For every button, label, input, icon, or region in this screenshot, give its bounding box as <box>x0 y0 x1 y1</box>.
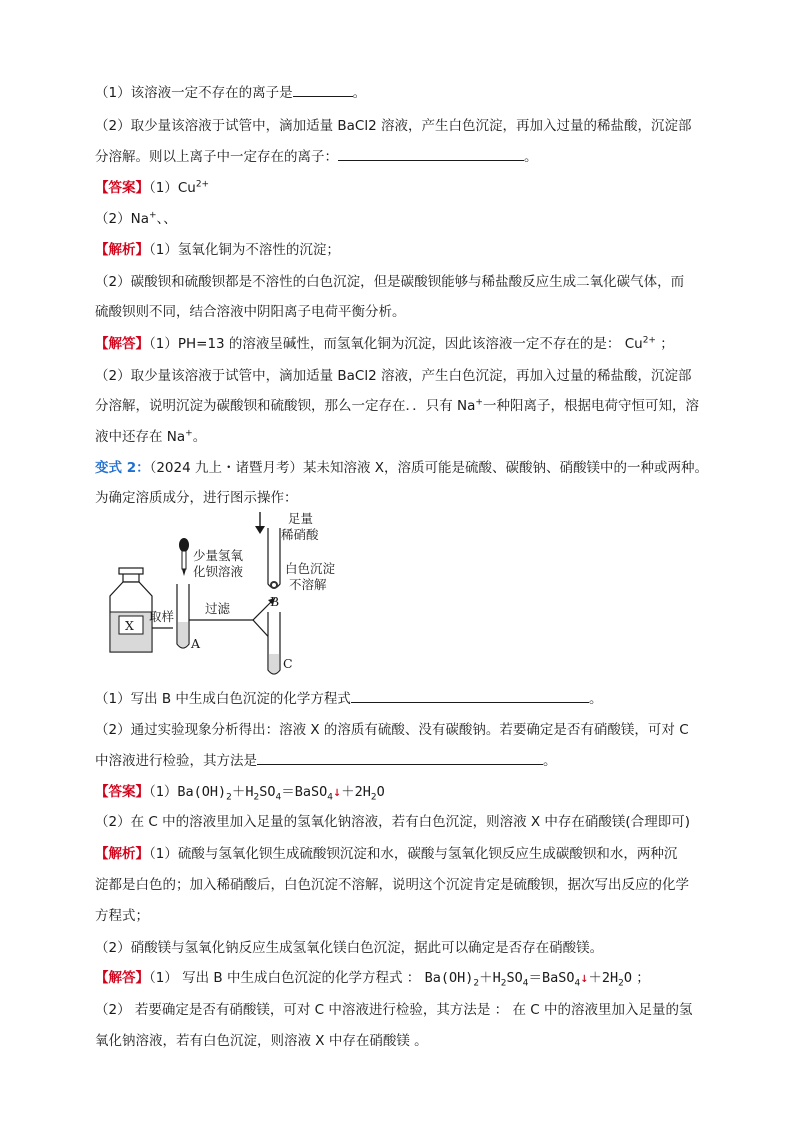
variant-question-2-line2: 中溶液进行检验，其方法是 。 <box>95 750 557 771</box>
answer-blank <box>257 750 543 765</box>
observation-line1: 白色沉淀 <box>285 561 336 576</box>
arrow-down-icon <box>255 526 265 534</box>
reagent-2-line2: 稀硝酸 <box>281 527 319 542</box>
variant-analysis-1-line2: 淀都是白色的；加入稀硝酸后，白色沉淀不溶解，说明这个沉淀肯定是硫酸钡，据次写出反应的化学 <box>95 877 689 893</box>
tube-a-label: A <box>191 636 201 651</box>
variant-2-line1: 变式 2：（2024 九上・诸暨月考）某未知溶液 X，溶质可能是硫酸、碳酸钠、硝酸镁中的一种或两种。 <box>95 460 709 476</box>
variant-solution-2-line1: （2） 若要确定是否有硝酸镁，可对 C 中溶液进行检验，其方法是 ： 在 C 中的溶液里加入足量的氢 <box>95 1002 693 1018</box>
solution-1: 【解答】（1）PH=13 的溶液呈碱性，而氢氧化铜为沉淀，因此该溶液一定不存在的是： $Cu^{2+}$ ； <box>95 335 674 352</box>
solution-2-line2: 分溶解，说明沉淀为碳酸钡和硫酸钡，那么一定存在．．只有 Na+一种阳离子，根据电荷守恒可知，溶 <box>95 397 699 414</box>
question-1: （1）该溶液一定不存在的离子是 。 <box>95 82 366 103</box>
step-sampling-label: 取样 <box>149 609 175 624</box>
dropper-icon <box>179 538 189 576</box>
analysis-tag: 【解析】 <box>95 242 149 258</box>
variant-analysis-1-line1: 【解析】（1）硫酸与氢氧化钡生成硫酸钡沉淀和水，碳酸与氢氧化钡反应生成碳酸钡和水，两种沉 <box>95 846 678 862</box>
variant-analysis-2: （2）硝酸镁与氢氧化钠反应生成氢氧化镁白色沉淀，据此可以确定是否存在硝酸镁。 <box>95 940 604 956</box>
variant-question-2-line1: （2）通过实验现象分析得出：溶液 X 的溶质有硫酸、没有碳酸钠。若要确定是否有硝酸镁，可对 C <box>95 722 689 738</box>
analysis-2-line1: （2）碳酸钡和硫酸钡都是不溶性的白色沉淀，但是碳酸钡能够与稀盐酸反应生成二氧化碳气体，而 <box>95 274 685 290</box>
variant-solution-2-line2: 氧化钠溶液，若有白色沉淀，则溶液 X 中存在硝酸镁 。 <box>95 1033 428 1049</box>
step-filter-label: 过滤 <box>205 601 231 616</box>
solution-tag: 【解答】 <box>95 970 149 986</box>
variant-analysis-1-line3: 方程式； <box>95 908 149 924</box>
answer-blank <box>338 146 524 161</box>
experiment-diagram <box>105 510 425 682</box>
reagent-1-line2: 化钡溶液 <box>193 564 244 579</box>
question-2-line1: （2）取少量该溶液于试管中，滴加适量 BaCl2 溶液，产生白色沉淀，再加入过量的稀盐酸，沉淀部 <box>95 118 692 134</box>
variant-answer-1: 【答案】$(1)Ba(OH)_2+H_2SO_4=BaSO_4↓+2H_2O$ <box>95 784 385 803</box>
test-tube-b <box>268 528 280 589</box>
analysis-1: 【解析】（1）氢氧化铜为不溶性的沉淀； <box>95 242 340 258</box>
bottle-label: X <box>125 618 134 633</box>
test-tube-c <box>268 612 280 674</box>
reagent-bottle <box>110 568 152 652</box>
solution-2-line1: （2）取少量该溶液于试管中，滴加适量 BaCl2 溶液，产生白色沉淀，再加入过量的稀盐酸，沉淀部 <box>95 368 692 384</box>
reagent-2-line1: 足量 <box>288 511 314 526</box>
answer-2: （2）Na+、、 <box>95 210 177 227</box>
observation-line2: 不溶解 <box>289 577 327 592</box>
reagent-1-line1: 少量氢氧 <box>193 548 244 563</box>
analysis-tag: 【解析】 <box>95 846 149 862</box>
answer-tag: 【答案】 <box>95 180 149 196</box>
test-tube-a <box>177 584 189 648</box>
answer-tag: 【答案】 <box>95 784 149 800</box>
answer-blank <box>351 688 589 703</box>
answer-blank <box>293 82 353 97</box>
tube-b-label: B <box>270 594 280 609</box>
variant-question-1: （1）写出 B 中生成白色沉淀的化学方程式 。 <box>95 688 602 709</box>
variant-tag: 变式 2： <box>95 460 150 476</box>
variant-answer-2: （2）在 C 中的溶液里加入足量的氢氧化钠溶液，若有白色沉淀，则溶液 X 中存在硝酸镁(合理即可) <box>95 814 690 830</box>
solution-2-line3: 液中还存在 Na+。 <box>95 428 207 445</box>
answer-1: 【答案】$(1)Cu^{2+}$ <box>95 179 210 196</box>
tube-c-label: C <box>283 656 293 671</box>
analysis-2-line2: 硫酸钡则不同，结合溶液中阴阳离子电荷平衡分析。 <box>95 304 406 320</box>
question-2-line2: 分溶解。则以上离子中一定存在的离子： 。 <box>95 146 538 167</box>
variant-2-line2: 为确定溶质成分，进行图示操作： <box>95 490 298 506</box>
solution-tag: 【解答】 <box>95 336 149 352</box>
variant-solution-1: 【解答】（1） 写出 B 中生成白色沉淀的化学方程式 ： $Ba(OH)_2+H_2SO_4=BaSO_4↓+2H_2O$ ； <box>95 970 650 989</box>
